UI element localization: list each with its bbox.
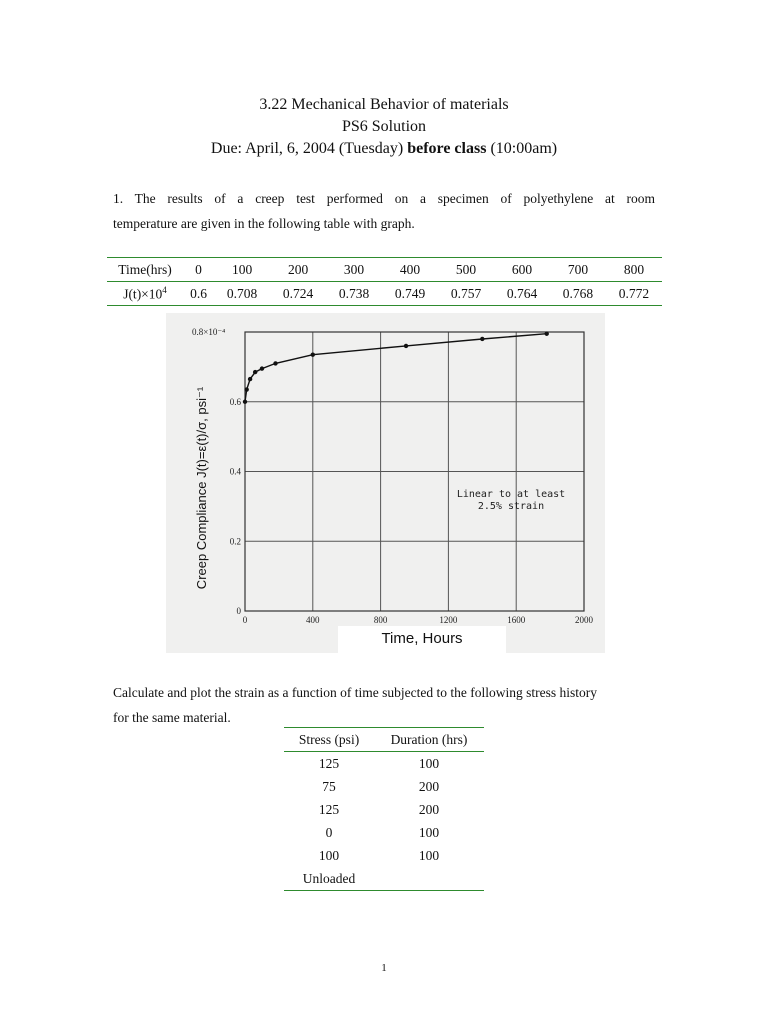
duration-cell: 100	[418, 847, 440, 863]
time-cell: 0	[183, 258, 214, 282]
x-tick-label: 400	[306, 615, 320, 625]
table-row	[284, 775, 484, 798]
time-cell: 200	[270, 258, 326, 282]
row-label-time: Time(hrs)	[107, 258, 183, 282]
data-point	[253, 370, 257, 374]
data-point	[244, 387, 248, 391]
question-1-line-2: temperature are given in the following table with graph.	[113, 216, 415, 231]
time-cell: 800	[606, 258, 662, 282]
compliance-cell: 0.749	[394, 285, 426, 301]
table-row	[284, 752, 484, 776]
table-row	[284, 844, 484, 867]
data-point	[404, 344, 408, 348]
x-axis-label: Time, Hours	[381, 630, 463, 647]
time-cell: 500	[438, 258, 494, 282]
series-line	[245, 334, 547, 402]
data-point	[248, 377, 252, 381]
compliance-cell: 0.738	[338, 285, 370, 301]
table-row-compliance	[107, 282, 662, 306]
question-2-text	[113, 680, 655, 730]
data-point	[545, 332, 549, 336]
creep-data-table	[107, 257, 662, 306]
time-cell: 600	[494, 258, 550, 282]
duration-cell: 200	[418, 778, 440, 794]
compliance-cell: 0.724	[282, 285, 314, 301]
stress-cell: 75	[322, 778, 336, 794]
header-stress: Stress (psi)	[284, 728, 374, 752]
y-tick-label: 0.4	[229, 466, 241, 477]
x-tick-label: 1600	[507, 615, 526, 625]
stress-cell: 100	[318, 847, 340, 863]
x-axis-label-box	[338, 626, 506, 653]
time-cell: 300	[326, 258, 382, 282]
data-point	[311, 352, 315, 356]
x-tick-label: 800	[373, 615, 388, 625]
page-number: 1	[381, 962, 387, 974]
y-axis-label: Creep Compliance J(t)=ε(t)/σ, psi⁻¹	[194, 386, 209, 590]
time-cell: 400	[382, 258, 438, 282]
duration-cell: 100	[418, 755, 440, 771]
x-tick-label: 1200	[439, 615, 458, 625]
table-header-row	[284, 728, 484, 752]
stress-cell: 125	[318, 801, 340, 817]
y-tick-label: 0	[236, 606, 241, 616]
course-title: 3.22 Mechanical Behavior of materials	[259, 96, 509, 113]
annotation-line-2: 2.5% strain	[477, 501, 545, 512]
annotation-line-1: Linear to at least	[456, 489, 566, 500]
due-date-line	[0, 138, 768, 160]
compliance-cell: 0.768	[562, 285, 594, 301]
y-axis-label-wrapper	[166, 313, 236, 593]
document-header	[0, 94, 768, 160]
y-tick-label: 0.8×10⁻⁴	[192, 327, 226, 337]
stress-history-table	[284, 727, 484, 891]
stress-cell: 125	[318, 755, 340, 771]
question-1-text	[113, 186, 655, 236]
time-cell: 700	[550, 258, 606, 282]
due-prefix: Due: April, 6, 2004 (Tuesday)	[210, 140, 408, 157]
due-suffix: (10:00am)	[486, 140, 558, 157]
data-point	[273, 361, 277, 365]
y-tick-label: 0.2	[229, 536, 241, 547]
x-tick-label: 2000	[575, 615, 593, 625]
exponent: 4	[162, 284, 167, 295]
table-row	[284, 821, 484, 844]
document-title: PS6 Solution	[341, 118, 427, 135]
table-row	[284, 798, 484, 821]
duration-cell	[374, 867, 484, 891]
due-bold: before class	[407, 140, 487, 157]
compliance-cell: 0.772	[618, 285, 650, 301]
data-point	[243, 400, 247, 404]
question-2-line-1: Calculate and plot the strain as a function of time subjected to the following stress history	[113, 685, 598, 700]
duration-cell: 100	[418, 824, 440, 840]
table-row-time	[107, 258, 662, 282]
question-2-line-2: for the same material.	[113, 710, 231, 725]
y-tick-label: 0.6	[229, 396, 241, 407]
compliance-cell: 0.708	[226, 285, 258, 301]
duration-cell: 200	[418, 801, 440, 817]
data-point	[480, 337, 484, 341]
time-cell: 100	[214, 258, 270, 282]
question-1-line-1: 1. The results of a creep test performed on a specimen of polyethylene at room	[113, 191, 655, 206]
compliance-cell: 0.6	[190, 285, 207, 301]
data-point	[260, 366, 264, 370]
table-row	[284, 867, 484, 891]
x-tick-label: 0	[242, 615, 248, 625]
row-label-compliance: $J(t)\times 10^4$	[123, 284, 167, 302]
header-duration: Duration (hrs)	[374, 728, 484, 752]
compliance-cell: 0.757	[450, 285, 482, 301]
stress-cell: Unloaded	[302, 870, 356, 886]
compliance-cell: 0.764	[506, 285, 538, 301]
stress-cell: 0	[325, 824, 333, 840]
